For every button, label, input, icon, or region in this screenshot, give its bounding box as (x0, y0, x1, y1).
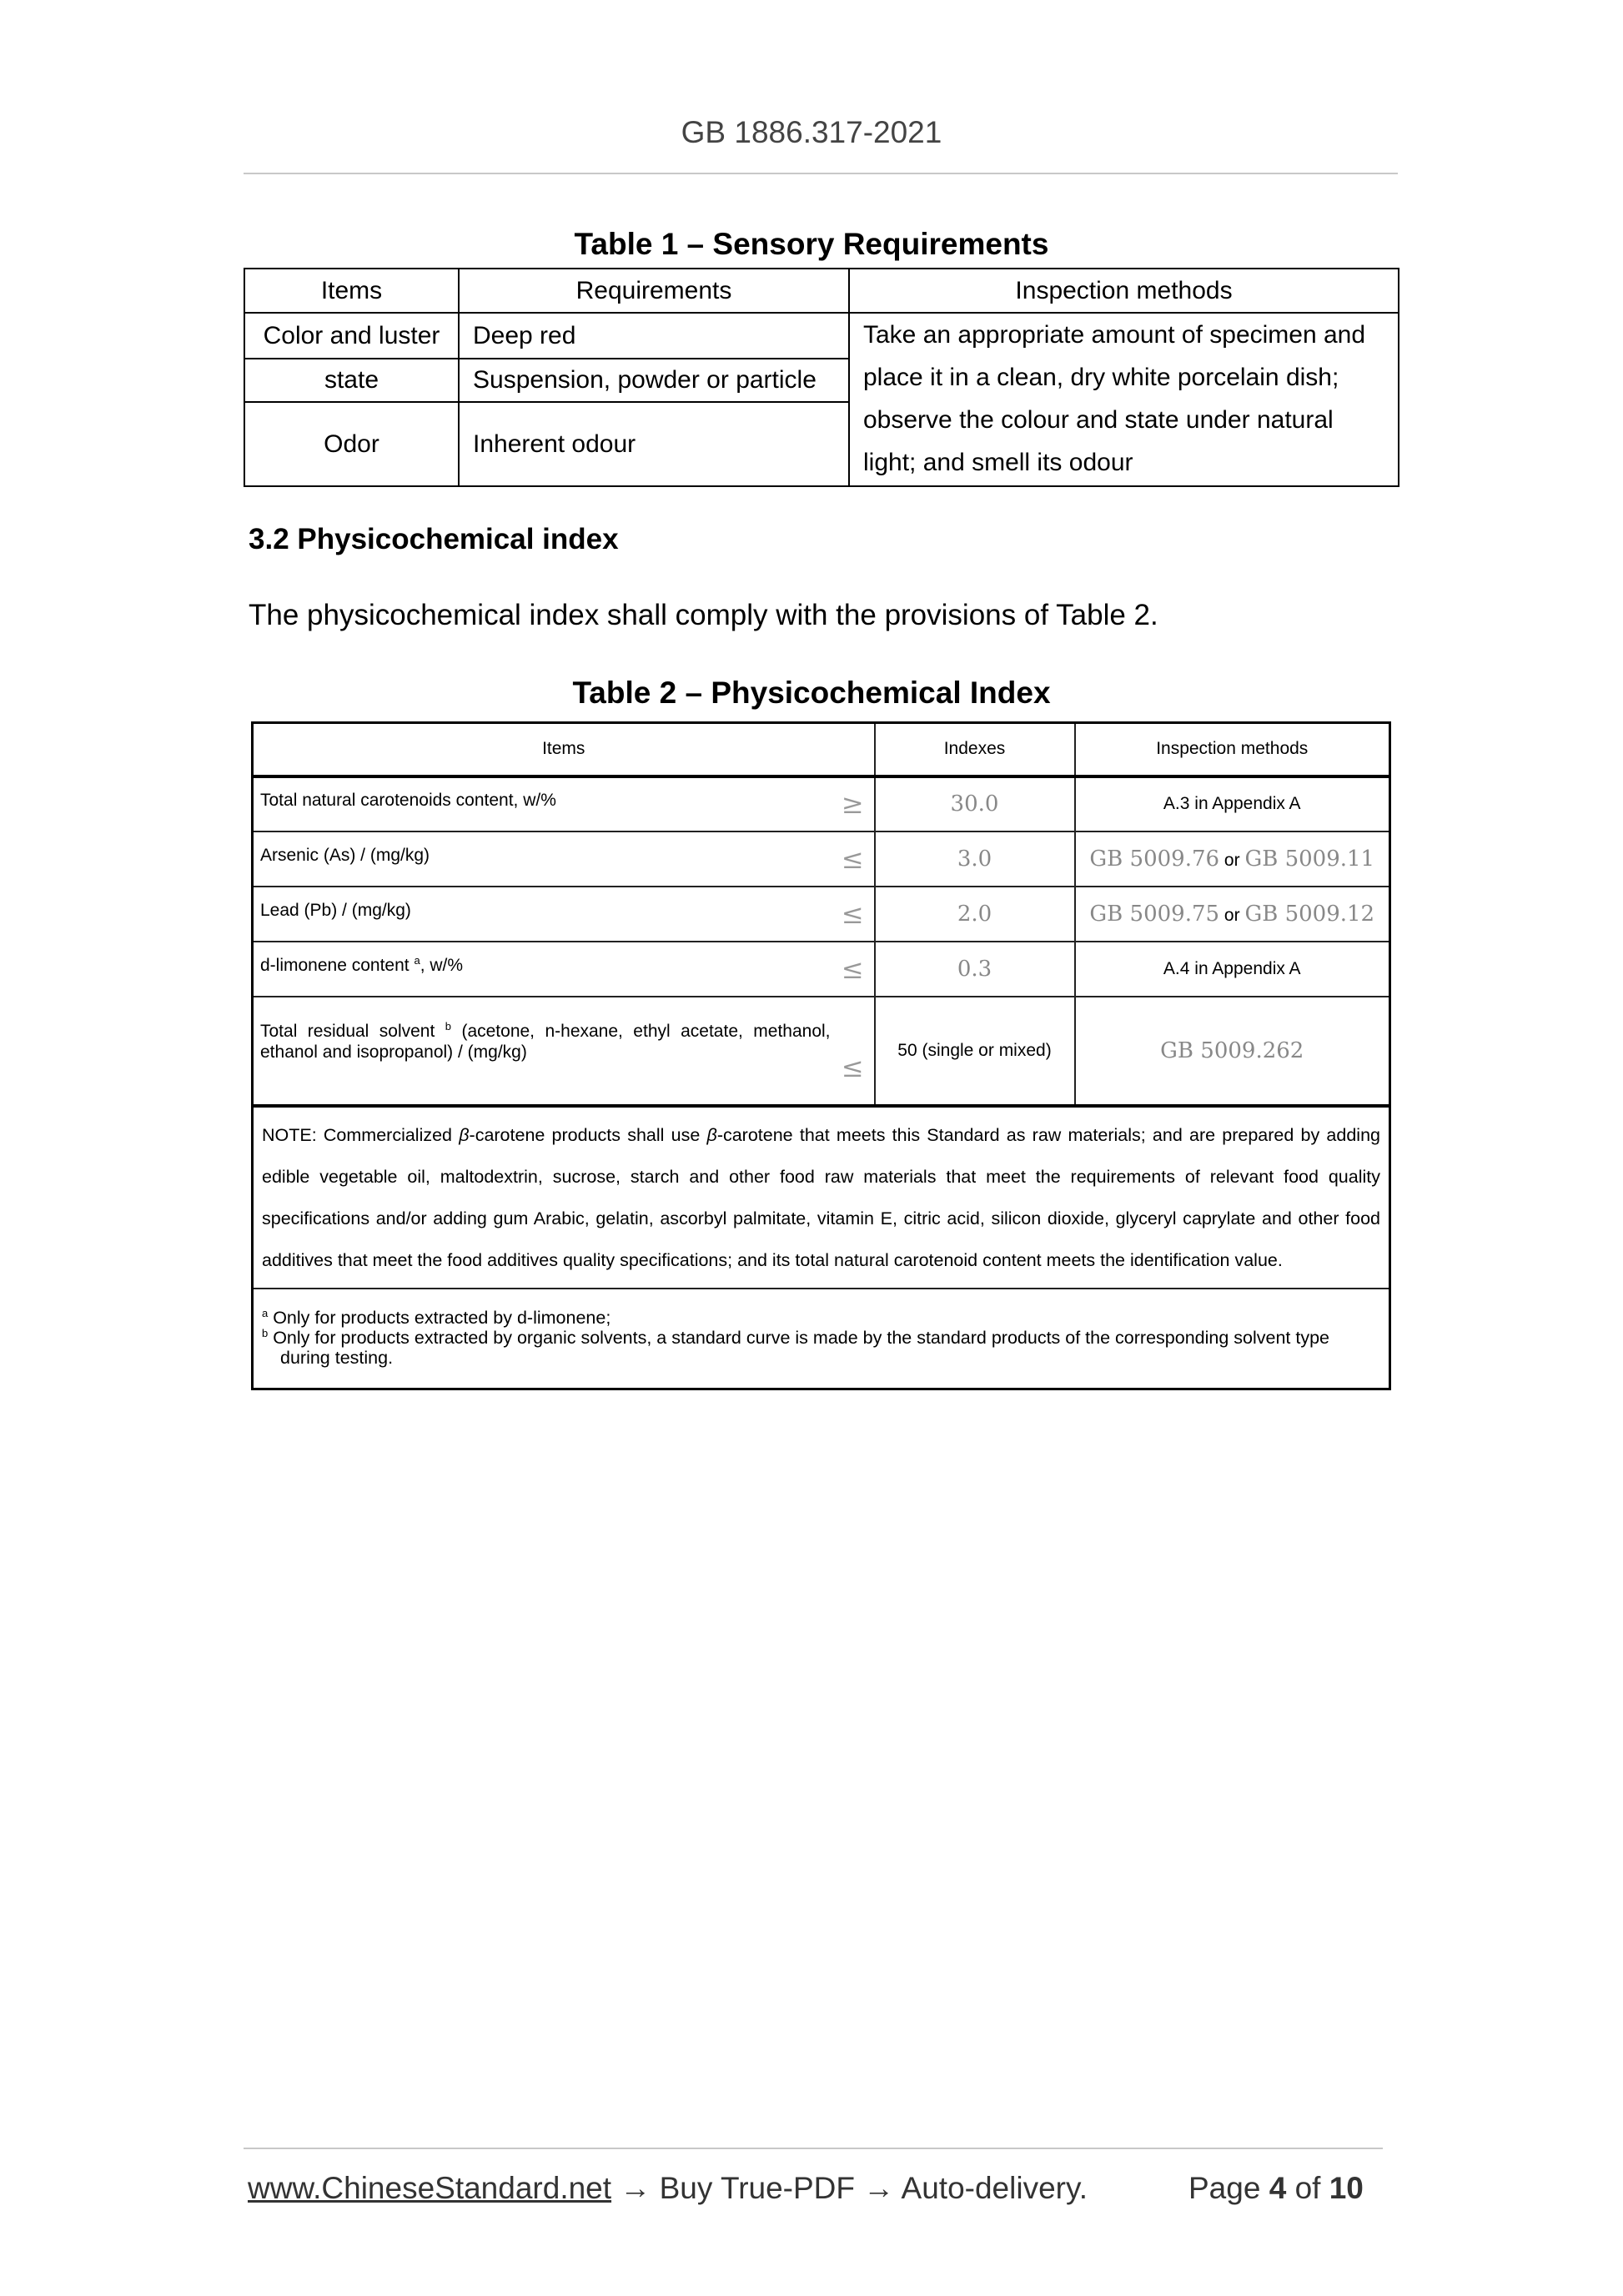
table-row (253, 887, 1390, 942)
table-row (253, 831, 1390, 887)
method-cell: A.4 in Appendix A (1075, 942, 1390, 997)
table-row (253, 997, 1390, 1106)
item-label: Arsenic (As) / (mg/kg) (260, 845, 430, 865)
item-cell (253, 831, 875, 887)
method-standard: GB 5009.75 (1089, 901, 1220, 927)
item-label: d-limonene content $^a$, w/% (260, 953, 464, 975)
item-label: Total residual solvent $^b$ (acetone, n-hexane, ethyl acetate, methanol, ethanol and isopropanol) / (mg/kg) (260, 1019, 831, 1062)
index-value: 30.0 (875, 776, 1075, 831)
header-divider (244, 173, 1398, 174)
physicochemical-index-table (251, 721, 1391, 1390)
item-cell (253, 942, 875, 997)
inspection-method-cell (849, 313, 1399, 486)
comparison-symbol: ≤ (841, 952, 864, 985)
table-row (253, 942, 1390, 997)
column-header: Indexes (875, 723, 1075, 776)
method-cell: A.3 in Appendix A (1075, 776, 1390, 831)
index-value: 2.0 (875, 887, 1075, 942)
column-header: Inspection methods (849, 269, 1399, 313)
column-header: Items (244, 269, 459, 313)
comparison-symbol: ≤ (841, 1051, 864, 1083)
item-cell (253, 887, 875, 942)
comparison-symbol: ≤ (841, 842, 864, 875)
method-or: or (1224, 905, 1240, 925)
comparison-symbol: ≤ (841, 897, 864, 930)
arrow-icon: → (620, 2171, 651, 2205)
requirement-cell: Deep red (459, 313, 849, 359)
table-footnotes-row (253, 1289, 1390, 1389)
column-header: Items (253, 723, 875, 776)
index-value: 0.3 (875, 942, 1075, 997)
item-label: Total natural carotenoids content, w/% (260, 791, 556, 810)
requirement-cell: Inherent odour (459, 402, 849, 486)
delivery-text: Auto-delivery. (901, 2171, 1088, 2205)
method-standard: GB 5009.76 (1089, 846, 1220, 872)
inspection-line: Take an appropriate amount of specimen and (863, 321, 1366, 349)
footer-promo (248, 2171, 1088, 2206)
inspection-line: light; and smell its odour (863, 449, 1133, 476)
item-cell: Odor (244, 402, 459, 486)
comparison-symbol: ≥ (841, 788, 864, 820)
method-cell (1075, 887, 1390, 942)
table-header-row (244, 269, 1399, 313)
page-number: Page 4 of 10 (1188, 2171, 1364, 2205)
table-note-row (253, 1106, 1390, 1289)
item-cell (253, 776, 875, 831)
table-header-row (253, 723, 1390, 776)
method-standard: GB 5009.11 (1244, 846, 1375, 872)
sensory-requirements-table (244, 268, 1399, 487)
item-cell: Color and luster (244, 313, 459, 359)
footnote: $^b$ Only for products extracted by organic solvents, a standard curve is made by the standard products of the corresponding solvent type during testing. (262, 1326, 1330, 1368)
method-or: or (1224, 850, 1240, 870)
table-row (244, 313, 1399, 359)
index-value: 3.0 (875, 831, 1075, 887)
section-heading: 3.2 Physicochemical index (249, 523, 619, 555)
method-cell (1075, 831, 1390, 887)
document-id: GB 1886.317-2021 (681, 115, 942, 149)
table1-caption: Table 1 – Sensory Requirements (574, 227, 1049, 261)
section-paragraph: The physicochemical index shall comply with the provisions of Table 2. (249, 599, 1158, 631)
column-header: Requirements (459, 269, 849, 313)
inspection-line: place it in a clean, dry white porcelain dish; (863, 364, 1339, 391)
arrow-icon: → (863, 2171, 895, 2205)
footnote: $^a$ Only for products extracted by d-limonene; (262, 1306, 611, 1328)
website-link[interactable]: www.ChineseStandard.net (248, 2171, 612, 2205)
buy-text: Buy True-PDF (659, 2171, 856, 2205)
requirement-cell: Suspension, powder or particle (459, 359, 849, 402)
item-cell (253, 997, 875, 1106)
index-value: 50 (single or mixed) (875, 997, 1075, 1106)
method-cell: GB 5009.262 (1075, 997, 1390, 1106)
inspection-line: observe the colour and state under natural (863, 406, 1334, 434)
method-standard: GB 5009.12 (1244, 901, 1375, 927)
item-cell: state (244, 359, 459, 402)
column-header: Inspection methods (1075, 723, 1390, 776)
table2-caption: Table 2 – Physicochemical Index (572, 676, 1051, 710)
item-label: Lead (Pb) / (mg/kg) (260, 900, 411, 920)
table-row (253, 776, 1390, 831)
table-note: NOTE: Commercialized β-carotene products shall use β-carotene that meets this Standard as raw materials; and are prepared by adding edible vegetable oil, maltodextrin, sucrose, starch and other food raw materials that meet the requirements of relevant food quality specifications and/or adding gum Arabic, gelatin, ascorbyl palmitate, vitamin E, citric acid, silicon dioxide, glyceryl caprylate and other food additives that meet the food additives quality specifications; and its total natural carotenoid content meets the identification value. (253, 1106, 1390, 1289)
table-footnotes (253, 1289, 1390, 1389)
footer-divider (244, 2148, 1383, 2149)
